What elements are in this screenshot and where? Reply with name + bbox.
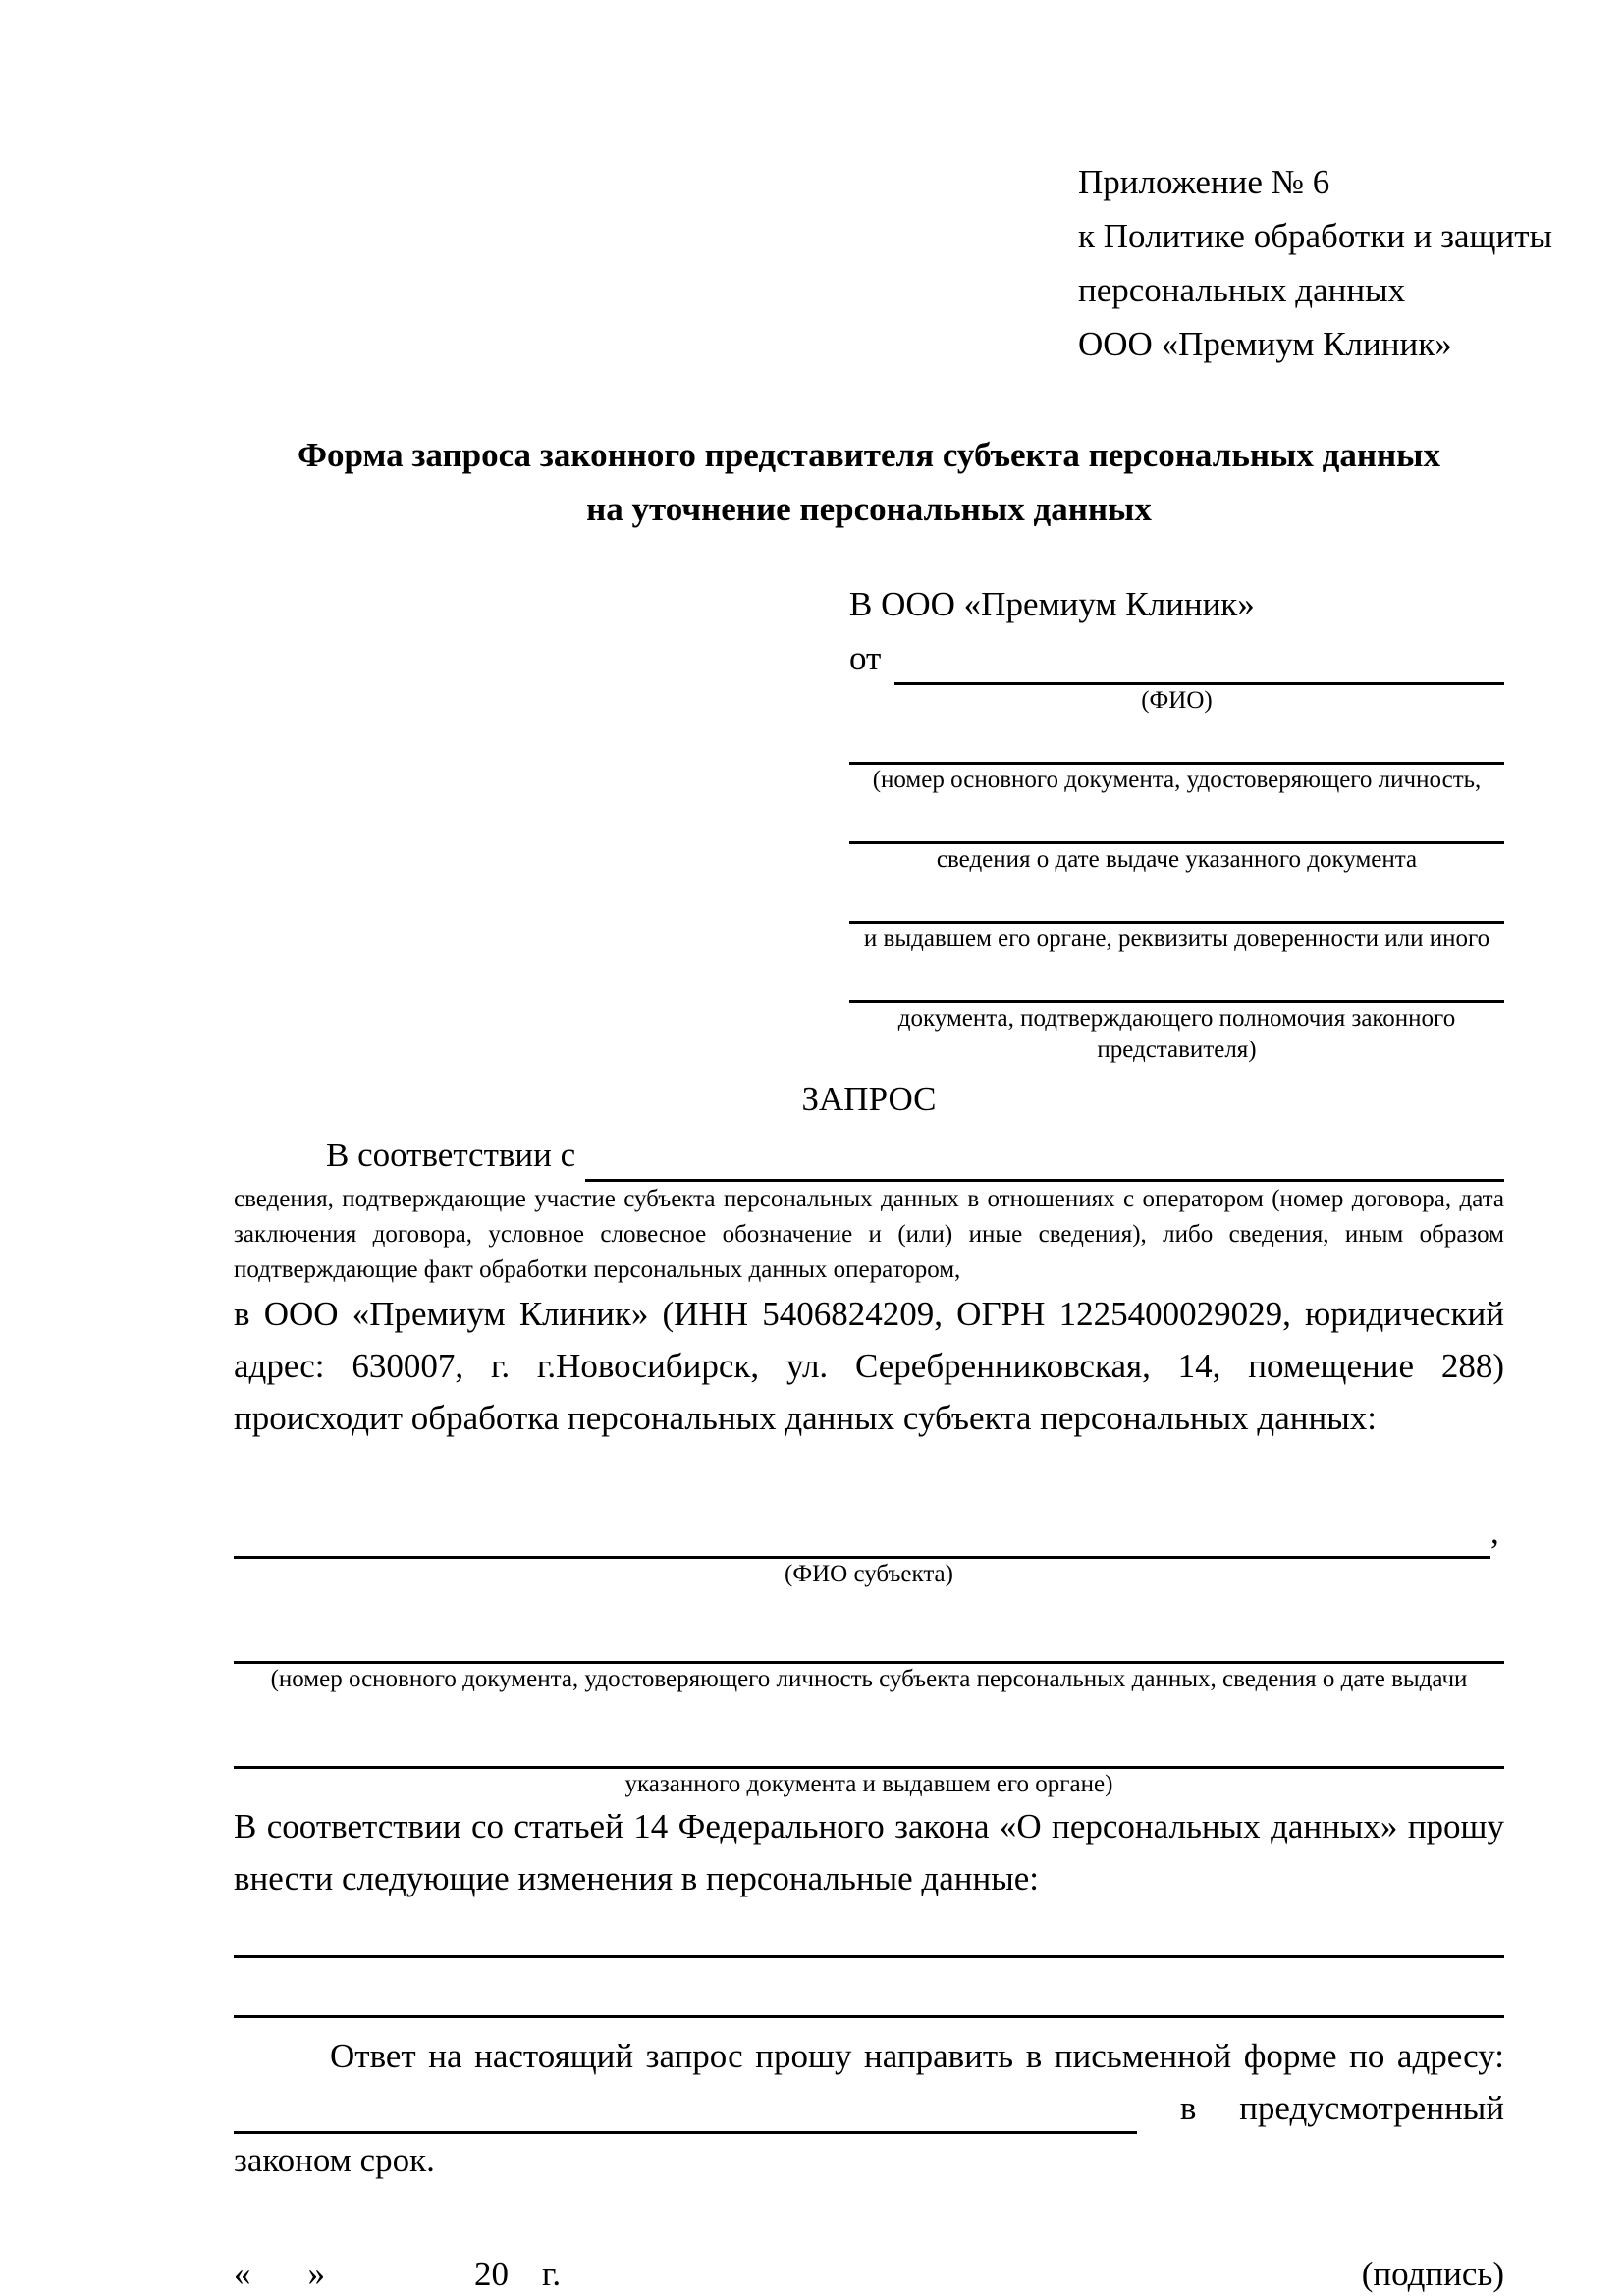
reply-closing: законом срок. <box>234 2141 435 2179</box>
request-heading: ЗАПРОС <box>801 1080 937 1118</box>
open-quote: « <box>234 2255 251 2293</box>
law-paragraph: В соответствии со статьей 14 Федерального закона «О персональных данных» прошу внести следующие изменения в персональные данные: <box>234 1807 1504 1897</box>
basis-row <box>234 1128 1504 1182</box>
title-line-2: на уточнение персональных данных <box>586 490 1152 528</box>
reply-paragraph: Ответ на настоящий запрос прошу направить в письменной форме по адресу: <box>330 2037 1504 2075</box>
appendix-line-1: Приложение № 6 <box>1078 163 1330 201</box>
subject-doc-caption-1: (номер основного документа, удостоверяющего личность субъекта персональных данных, сведения о дате выдачи <box>270 1666 1468 1692</box>
subject-fio-field[interactable] <box>234 1517 1490 1559</box>
appendix-line-2: к Политике обработки и защиты <box>1078 217 1553 255</box>
reply-address-field[interactable] <box>234 2090 1137 2134</box>
year-field[interactable] <box>509 2259 542 2296</box>
basis-footnote: сведения, подтверждающие участие субъекта персональных данных в отношениях с оператором (номер договора, дата заключения договора, условное словесное обозначение и (или) иные сведения), либо сведения, иным образом подтверждающие факт обработки персональных данных оператором, <box>234 1186 1504 1283</box>
representative-fio-field[interactable] <box>894 639 1504 685</box>
addressee-to: В ООО «Премиум Клиник» <box>849 585 1255 623</box>
signature-row <box>234 2247 1504 2296</box>
day-field[interactable] <box>251 2259 308 2296</box>
addressee-block <box>849 577 1504 1066</box>
representative-doc-field-3[interactable] <box>849 885 1504 924</box>
representative-doc-field-4[interactable] <box>849 965 1504 1003</box>
operator-paragraph: в ООО «Премиум Клиник» (ИНН 5406824209, ОГРН 1225400029029, юридический адрес: 630007, г. г.Новосибирск, ул. Серебренниковская, 14, помещение 288) происходит обработка персональных данных субъекта персональных данных: <box>234 1295 1504 1437</box>
signature-field[interactable] <box>925 2259 1362 2296</box>
reply-address-row <box>234 2082 1504 2134</box>
reply-word-2: предусмотренный <box>1239 2089 1504 2127</box>
representative-doc-caption-4: документа, подтверждающего полномочия законного представителя) <box>897 1005 1456 1063</box>
representative-doc-field-2[interactable] <box>849 806 1504 844</box>
reply-word-1: в <box>1179 2089 1197 2127</box>
representative-doc-caption-1: (номер основного документа, удостоверяющего личность, <box>872 767 1482 793</box>
subject-doc-caption-2: указанного документа и выдавшем его органе) <box>624 1771 1113 1797</box>
from-row <box>849 631 1504 685</box>
representative-fio-caption: (ФИО) <box>1141 687 1213 714</box>
appendix-header <box>1078 155 1553 371</box>
appendix-line-3: персональных данных <box>1078 271 1406 309</box>
subject-fio-caption: (ФИО субъекта) <box>785 1561 953 1587</box>
changes-field-2[interactable] <box>234 1958 1504 2018</box>
subject-fio-suffix: , <box>1490 1513 1499 1551</box>
representative-doc-caption-2: сведения о дате выдаче указанного документа <box>936 846 1418 873</box>
appendix-line-4: ООО «Премиум Клиник» <box>1078 325 1452 363</box>
document-title <box>234 428 1504 536</box>
year-prefix: 20 <box>474 2255 509 2293</box>
basis-prefix: В соответствии с <box>326 1136 576 1174</box>
month-field[interactable] <box>337 2259 474 2296</box>
from-label: от <box>849 639 882 677</box>
subject-doc-field-2[interactable] <box>234 1731 1504 1769</box>
representative-doc-field-1[interactable] <box>849 726 1504 765</box>
changes-field-1[interactable] <box>234 1904 1504 1958</box>
title-line-1: Форма запроса законного представителя субъекта персональных данных <box>298 436 1440 474</box>
subject-doc-field-1[interactable] <box>234 1626 1504 1664</box>
close-quote: » <box>307 2255 325 2293</box>
year-suffix: г. <box>542 2255 562 2293</box>
basis-field[interactable] <box>585 1136 1504 1182</box>
signature-group <box>925 2247 1504 2296</box>
subject-fio-row <box>234 1505 1504 1559</box>
signature-caption: (подпись) <box>1361 2255 1504 2293</box>
representative-doc-caption-3: и выдавшем его органе, реквизиты доверенности или иного <box>863 926 1490 952</box>
date-group <box>234 2247 561 2296</box>
